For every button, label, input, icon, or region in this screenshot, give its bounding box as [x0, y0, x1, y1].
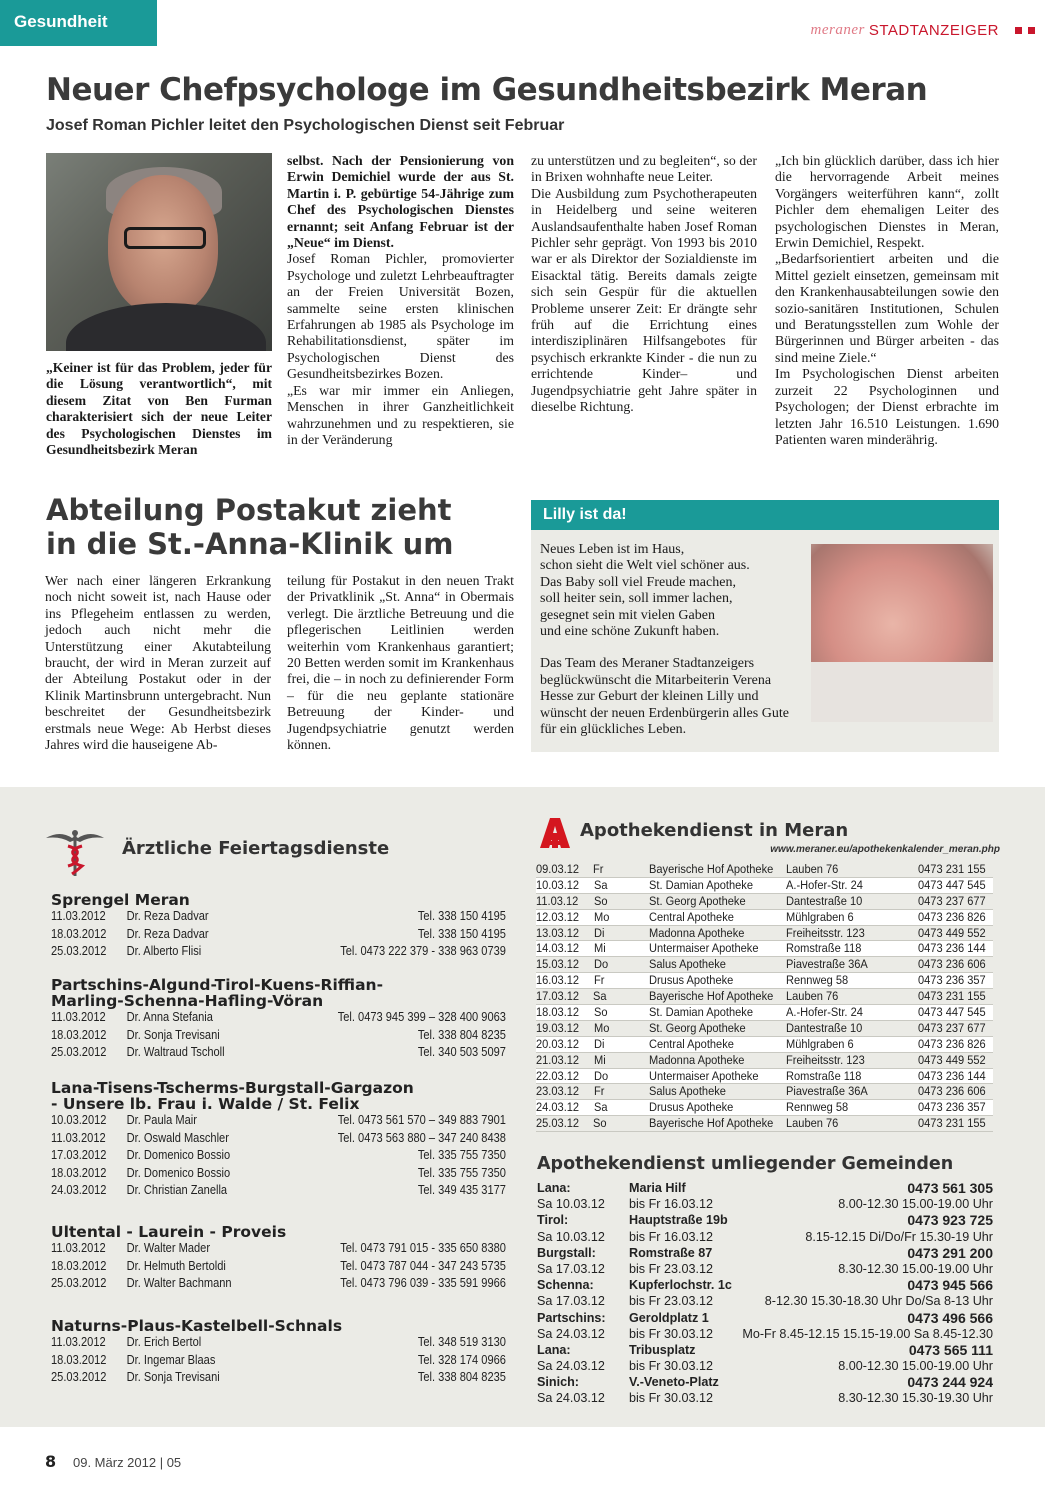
- pharmacy-address: A.-Hofer-Str. 24: [785, 877, 863, 892]
- doctor-phone: Tel. 0473 945 399 – 328 400 9063: [337, 1010, 506, 1024]
- pharmacy-weekday: Mo: [593, 909, 610, 924]
- opening-hours: Mo-Fr 8.45-12.15 15.15-19.00 Sa 8.45-12.30: [742, 1326, 993, 1341]
- pharmacy-address: Lauben 76: [785, 862, 839, 876]
- lilly-message: Das Team des Meraner Stadtanzeigers beglückwünscht die Mitarbeiterin Verena Hesse zur Geburt der kleinen Lilly und wünscht der neuen Erdenbürgerin alles Gute für ein glückliches Leben.: [540, 656, 789, 738]
- apotheken-row: [536, 941, 993, 957]
- apotheken-row: [536, 910, 993, 926]
- umliegende-row: [537, 1245, 993, 1261]
- pharmacy-address: Rennweg 58: [785, 1100, 848, 1115]
- pharmacy-phone: 0473 231 155: [917, 1116, 986, 1131]
- doctor-name: Dr. Ingemar Blaas: [126, 1352, 216, 1367]
- pharmacy-phone: 0473 945 566: [907, 1277, 993, 1294]
- apotheken-row: [536, 1005, 993, 1021]
- pharmacy-address: Mühlgraben 6: [785, 909, 854, 924]
- aerzte-row: [51, 1112, 506, 1130]
- duty-date: 25.03.2012: [51, 1045, 107, 1059]
- municipality: Lana:: [537, 1342, 571, 1357]
- apotheken-row: [536, 878, 993, 894]
- pharmacy-phone: 0473 923 725: [907, 1212, 993, 1229]
- caduceus-icon: [44, 828, 106, 878]
- poem-line: schon sieht die Welt viel schöner aus.: [540, 558, 750, 574]
- doctor-phone: Tel. 328 174 0966: [417, 1352, 506, 1367]
- pharmacy-name: St. Georg Apotheke: [649, 893, 746, 908]
- article1-paragraph: „Ich bin glücklich darüber, dass ich hier die hervorragende Arbeit meines Vorgängers weiterführen kann“, zollt Pichler dem ehemaligen Leiter des psychologischen Dienstes in Meran, Erwin Demichiel, Respekt.: [775, 153, 999, 251]
- pharmacy-date: 24.03.12: [536, 1100, 580, 1115]
- pharmacy-phone: 0473 237 677: [917, 893, 986, 908]
- duty-date: 11.03.2012: [51, 1130, 106, 1145]
- doctor-name: Dr. Domenico Bossio: [126, 1165, 231, 1180]
- aerzte-row: [51, 1334, 506, 1352]
- umliegende-row: [537, 1277, 993, 1293]
- masthead-logo: [811, 22, 1035, 39]
- pharmacy-phone: 0473 237 677: [917, 1020, 986, 1035]
- pharmacy-name: Untermaiser Apotheke: [649, 1068, 759, 1083]
- duty-date: 11.03.2012: [51, 1010, 106, 1024]
- article1-paragraph: zu unterstützen und zu begleiten“, so der in Brixen wohnhafte neue Leiter.: [531, 153, 757, 185]
- pharmacy-location: V.-Veneto-Platz: [629, 1375, 719, 1390]
- doctor-phone: Tel. 0473 787 044 - 347 243 5735: [340, 1258, 506, 1273]
- article1-column-4: [775, 153, 999, 448]
- pharmacy-weekday: Sa: [593, 877, 608, 892]
- doctor-name: Dr. Erich Bertol: [126, 1335, 202, 1349]
- pharmacy-name: Bayerische Hof Apotheke: [648, 1116, 774, 1131]
- pharmacy-phone: 0473 236 144: [917, 1068, 986, 1083]
- pharmacy-weekday: Mi: [593, 941, 606, 956]
- service-end: bis Fr 30.03.12: [629, 1359, 714, 1374]
- municipality: Tirol:: [537, 1213, 569, 1228]
- pharmacy-address: Romstraße 118: [785, 941, 861, 956]
- pharmacy-phone: 0473 449 552: [917, 925, 986, 940]
- section-tag: Gesundheit: [0, 0, 157, 46]
- article2-paragraph: Wer nach einer längeren Erkrankung noch nicht soweit ist, nach Hause oder ins Pflegeheim entlassen zu werden, jedoch auch nicht mehr die Unterstützung einer Akutabteilung braucht, der wird in Meran zurzeit auf der Abteilung Postakut oder in der Klinik Martinsbrunn untergebracht. Nun beschreitet der Gesundheitsbezirk erstmals neue Wege: Ab Herbst dieses Jahres wird die hauseigene Ab-: [45, 573, 271, 753]
- pharmacy-phone: 0473 565 111: [908, 1341, 993, 1358]
- pharmacy-weekday: So: [593, 893, 608, 908]
- apotheken-row: [536, 1021, 993, 1037]
- page-number: 8: [45, 1452, 57, 1471]
- pharmacy-weekday: Sa: [593, 989, 608, 1004]
- pharmacy-location: Romstraße 87: [629, 1245, 713, 1260]
- article2-headline: [46, 493, 516, 561]
- opening-hours: 8-12.30 15.30-18.30 Uhr Do/Sa 8-13 Uhr: [764, 1294, 993, 1309]
- doctor-phone: Tel. 338 804 8235: [417, 1370, 506, 1384]
- pharmacy-phone: 0473 236 144: [917, 941, 986, 956]
- opening-hours: 8.30-12.30 15.00-19.00 Uhr: [838, 1261, 993, 1276]
- duty-date: 18.03.2012: [51, 926, 107, 941]
- apotheken-url[interactable]: www.meraner.eu/apothekenkalender_meran.php: [770, 844, 1000, 855]
- service-start: Sa 24.03.12: [537, 1359, 605, 1374]
- pharmacy-weekday: Fr: [593, 862, 604, 876]
- pharmacy-date: 15.03.12: [536, 957, 580, 972]
- aerzte-row: [51, 1130, 506, 1148]
- aerzte-row: [51, 1027, 506, 1045]
- aerzte-row: [51, 1044, 506, 1062]
- lilly-box: [531, 500, 999, 752]
- aerzte-row: [51, 1369, 506, 1387]
- aerzte-row: [51, 908, 506, 926]
- pharmacy-address: Dantestraße 10: [785, 1020, 862, 1035]
- duty-date: 24.03.2012: [51, 1183, 107, 1197]
- municipality: Sinich:: [537, 1375, 579, 1390]
- service-start: Sa 24.03.12: [537, 1326, 605, 1341]
- doctor-phone: Tel. 338 150 4195: [417, 926, 506, 941]
- issue-date: 09. März 2012 | 05: [73, 1455, 182, 1470]
- pharmacy-name: Drusus Apotheke: [649, 973, 734, 988]
- doctor-phone: Tel. 338 150 4195: [417, 909, 506, 923]
- service-end: bis Fr 23.03.12: [629, 1261, 714, 1276]
- doctor-name: Dr. Christian Zanella: [126, 1183, 228, 1197]
- duty-date: 18.03.2012: [51, 1165, 107, 1180]
- doctor-phone: Tel. 0473 561 570 – 349 883 7901: [337, 1113, 506, 1127]
- umliegende-table: [537, 1180, 993, 1407]
- pharmacy-date: 13.03.12: [536, 925, 580, 940]
- masthead-squares-icon: [1015, 27, 1035, 34]
- doctor-phone: Tel. 0473 796 039 - 335 591 9966: [340, 1276, 506, 1290]
- pharmacy-phone: 0473 236 357: [917, 973, 986, 988]
- service-end: bis Fr 23.03.12: [629, 1294, 714, 1309]
- duty-date: 25.03.2012: [51, 1370, 107, 1384]
- article1-lead: selbst. Nach der Pensionierung von Erwin Demichiel wurde der aus St. Martin i. P. gebürtige 54-Jährige zum Chef des Psychologischen Dienstes ernannt; seit Anfang Februar ist der „Neue“ im Dienst.: [287, 153, 514, 251]
- apotheken-title: Apothekendienst in Meran: [580, 820, 849, 841]
- pharmacy-phone: 0473 236 826: [917, 909, 986, 924]
- service-start: Sa 10.03.12: [537, 1229, 605, 1244]
- municipality: Schenna:: [537, 1278, 594, 1293]
- doctor-name: Dr. Anna Stefania: [126, 1010, 213, 1024]
- article1-paragraph: Im Psychologischen Dienst arbeiten zurzeit 22 Psychologinnen und Psychologen; der Dienst erbrachte im letzten Jahr 16.510 Leistungen. 1.690 Patienten waren minderährig.: [775, 366, 999, 447]
- doctor-name: Dr. Reza Dadvar: [126, 909, 209, 923]
- masthead-part-b: STADTANZEIGER: [868, 22, 999, 39]
- umliegende-row: [537, 1212, 993, 1228]
- umliegende-row: [537, 1326, 993, 1342]
- duty-date: 10.03.2012: [51, 1113, 107, 1127]
- pharmacy-name: Drusus Apotheke: [649, 1100, 734, 1115]
- pharmacy-date: 22.03.12: [536, 1068, 580, 1083]
- service-start: Sa 24.03.12: [537, 1391, 605, 1406]
- pharmacy-weekday: Fr: [593, 1084, 605, 1099]
- pharmacy-location: Hauptstraße 19b: [629, 1213, 728, 1228]
- poem-line: und eine schöne Zukunft haben.: [540, 624, 720, 640]
- aerzte-row: [51, 1240, 506, 1258]
- apotheken-row: [536, 1100, 993, 1116]
- doctor-name: Dr. Oswald Maschler: [126, 1130, 229, 1145]
- duty-date: 11.03.2012: [51, 1241, 106, 1255]
- duty-date: 18.03.2012: [51, 1027, 107, 1042]
- umliegende-row: [537, 1342, 993, 1358]
- pharmacy-phone: 0473 291 200: [907, 1244, 993, 1261]
- pharmacy-date: 10.03.12: [536, 877, 580, 892]
- service-start: Sa 17.03.12: [537, 1261, 605, 1276]
- pharmacy-address: Piavestraße 36A: [785, 957, 868, 972]
- doctor-name: Dr. Paula Mair: [126, 1113, 197, 1127]
- doctor-name: Dr. Alberto Flisi: [126, 944, 202, 958]
- baby-photo: [811, 544, 993, 722]
- duty-date: 18.03.2012: [51, 1352, 107, 1367]
- pharmacy-address: Freiheitsstr. 123: [785, 925, 865, 940]
- doctor-name: Dr. Domenico Bossio: [126, 1148, 231, 1162]
- pharmacy-weekday: Di: [593, 1036, 605, 1051]
- pharmacy-name: Bayerische Hof Apotheke: [648, 862, 774, 876]
- aerzte-row: [51, 1165, 506, 1183]
- pharmacy-date: 19.03.12: [536, 1020, 580, 1035]
- aerzte-group: [51, 1080, 506, 1200]
- pharmacy-name: St. Damian Apotheke: [649, 877, 754, 892]
- pharmacy-location: Geroldplatz 1: [629, 1310, 709, 1325]
- duty-date: 17.03.2012: [51, 1148, 107, 1162]
- article1-column-3: [531, 153, 757, 416]
- duty-date: 18.03.2012: [51, 1258, 107, 1273]
- umliegende-row: [537, 1310, 993, 1326]
- pharmacy-phone: 0473 231 155: [917, 862, 986, 876]
- pharmacy-name: Salus Apotheke: [649, 957, 727, 972]
- poem-line: soll heiter sein, soll immer lachen,: [540, 591, 733, 607]
- article2-headline-line: in die St.-Anna-Klinik um: [46, 527, 454, 561]
- umliegende-row: [537, 1293, 993, 1309]
- pharmacy-address: A.-Hofer-Str. 24: [785, 1005, 863, 1020]
- duty-date: 25.03.2012: [51, 1276, 107, 1290]
- apotheken-row: [536, 1116, 993, 1132]
- pharmacy-date: 20.03.12: [536, 1036, 580, 1051]
- doctor-name: Dr. Reza Dadvar: [126, 926, 209, 941]
- pharmacy-weekday: Do: [593, 1068, 608, 1083]
- aerzte-title: Ärztliche Feiertagsdienste: [122, 838, 390, 859]
- pharmacy-phone: 0473 447 545: [917, 1005, 986, 1020]
- service-end: bis Fr 16.03.12: [629, 1197, 714, 1212]
- doctor-name: Dr. Sonja Trevisani: [126, 1027, 220, 1042]
- apotheken-row: [536, 957, 993, 973]
- aerzte-row: [51, 1258, 506, 1276]
- pharmacy-location: Tribusplatz: [629, 1342, 696, 1357]
- pharmacy-date: 12.03.12: [536, 909, 580, 924]
- doctor-phone: Tel. 0473 791 015 - 335 650 8380: [340, 1241, 506, 1255]
- lilly-poem: [540, 542, 805, 640]
- doctor-phone: Tel. 340 503 5097: [417, 1045, 506, 1059]
- pharmacy-name: Salus Apotheke: [649, 1084, 727, 1099]
- pharmacy-a-icon: [539, 816, 571, 850]
- municipality: Burgstall:: [537, 1245, 596, 1260]
- apotheken-row: [536, 1069, 993, 1085]
- doctor-name: Dr. Sonja Trevisani: [126, 1370, 220, 1384]
- article1-column-2: [287, 153, 514, 448]
- apotheken-row: [536, 1053, 993, 1069]
- duty-date: 25.03.2012: [51, 944, 107, 958]
- portrait-photo: [46, 153, 272, 351]
- pharmacy-phone: 0473 236 826: [917, 1036, 986, 1051]
- pharmacy-name: St. Georg Apotheke: [649, 1020, 746, 1035]
- apotheken-table: [536, 862, 993, 1132]
- umliegende-row: [537, 1229, 993, 1245]
- pharmacy-phone: 0473 561 305: [907, 1180, 993, 1196]
- pharmacy-date: 11.03.12: [536, 893, 579, 908]
- aerzte-group-title: Sprengel Meran: [51, 891, 190, 909]
- article1-paragraph: „Bedarfsorientiert arbeiten und die Mittel gezielt einsetzen, gemeinsam mit den Krankenhausabteilungen sowie den sozio-sanitären Institutionen, Schulen und Beratungsstellen zum Wohle der Bürgerinnen und Bürger arbeiten - das sind meine Ziele.“: [775, 251, 999, 365]
- apotheken-row: [536, 1084, 993, 1100]
- opening-hours: 8.15-12.15 Di/Do/Fr 15.30-19 Uhr: [805, 1229, 993, 1244]
- pharmacy-address: Lauben 76: [785, 1116, 839, 1131]
- article1-paragraph: Die Ausbildung zum Psychotherapeuten in Heidelberg und seine weiteren Auslandsaufenthalte haben Josef Roman Pichler sehr geprägt. Von 1993 bis 2010 war er als Direktor der Sozialdienste im Eisacktal tätig. Bereits damals zeigte sich sein Gespür für die aktuellen Probleme unserer Zeit: Er drängte sehr früh auf die Errichtung eines interdisziplinären Hilfsangebotes für psychisch erkrankte Kinder - die nun zu errichtende Kinder– und Jugendpsychiatrie geht Jahre später in dieselbe Richtung.: [531, 185, 757, 415]
- aerzte-row: [51, 1147, 506, 1165]
- pharmacy-address: Romstraße 118: [785, 1068, 861, 1083]
- aerzte-group: [51, 1318, 506, 1387]
- apotheken-row: [536, 926, 993, 942]
- article1-paragraph: „Es war mir immer ein Anliegen, Menschen in ihrer Ganzheitlichkeit wahrzunehmen und zu respektieren, sie in der Veränderung: [287, 382, 514, 447]
- pharmacy-phone: 0473 449 552: [917, 1052, 986, 1067]
- aerzte-group: [51, 892, 506, 961]
- doctor-phone: Tel. 0473 563 880 – 347 240 8438: [337, 1130, 506, 1145]
- lilly-text: [540, 542, 805, 754]
- apotheken-row: [536, 862, 993, 878]
- aerzte-group-title: Naturns-Plaus-Kastelbell-Schnals: [51, 1317, 343, 1335]
- pharmacy-date: 14.03.12: [536, 941, 580, 956]
- pharmacy-weekday: Sa: [593, 1100, 608, 1115]
- umliegende-row: [537, 1261, 993, 1277]
- pharmacy-name: Central Apotheke: [649, 1036, 735, 1051]
- article2-column-2: [287, 573, 514, 753]
- doctor-phone: Tel. 335 755 7350: [417, 1165, 506, 1180]
- doctor-name: Dr. Walter Mader: [126, 1241, 211, 1255]
- pharmacy-weekday: Di: [593, 925, 605, 940]
- umliegende-row: [537, 1390, 993, 1406]
- pharmacy-phone: 0473 447 545: [917, 877, 986, 892]
- pharmacy-phone: 0473 244 924: [907, 1374, 993, 1391]
- doctor-phone: Tel. 0473 222 379 - 338 963 0739: [340, 944, 506, 958]
- aerzte-row: [51, 1352, 506, 1370]
- pharmacy-weekday: Mi: [593, 1052, 606, 1067]
- opening-hours: 8.00-12.30 15.00-19.00 Uhr: [838, 1197, 993, 1212]
- apotheken-row: [536, 894, 993, 910]
- apotheken-row: [536, 973, 993, 989]
- umliegende-row: [537, 1196, 993, 1212]
- pharmacy-phone: 0473 496 566: [907, 1309, 993, 1326]
- service-start: Sa 17.03.12: [537, 1294, 605, 1309]
- pharmacy-weekday: Do: [593, 957, 608, 972]
- municipality: Partschins:: [537, 1310, 606, 1325]
- poem-line: gesegnet sein mit vielen Gaben: [540, 607, 715, 623]
- pharmacy-name: Madonna Apotheke: [649, 1052, 745, 1067]
- pharmacy-weekday: So: [593, 1116, 608, 1131]
- aerzte-row: [51, 1009, 506, 1027]
- aerzte-row: [51, 1275, 506, 1293]
- aerzte-row: [51, 1182, 506, 1200]
- lilly-title: Lilly ist da!: [531, 500, 999, 530]
- pharmacy-address: Dantestraße 10: [785, 893, 862, 908]
- apotheken-row: [536, 1037, 993, 1053]
- doctor-phone: Tel. 335 755 7350: [417, 1148, 506, 1162]
- article2-paragraph: teilung für Postakut in den neuen Trakt der Privatklinik „St. Anna“ in Obermais verlegt. Die ärztliche Betreuung und die pflegerischen Leitlinien werden weiterhin vom Krankenhaus garantiert; 20 Betten werden somit im Krankenhaus frei, die – in noch zu definierender Form – für die neu geplante stationäre Betreuung der Kinder- und Jugendpsychiatrie genutzt werden können.: [287, 573, 514, 753]
- service-end: bis Fr 30.03.12: [629, 1391, 714, 1406]
- pharmacy-date: 17.03.12: [536, 989, 580, 1004]
- duty-date: 11.03.2012: [51, 1335, 106, 1349]
- pharmacy-date: 16.03.12: [536, 973, 580, 988]
- pharmacy-phone: 0473 231 155: [917, 989, 986, 1004]
- article1-subhead: Josef Roman Pichler leitet den Psychologischen Dienst seit Februar: [46, 117, 565, 134]
- pharmacy-address: Lauben 76: [785, 989, 839, 1004]
- duty-date: 11.03.2012: [51, 909, 106, 923]
- aerzte-group: [51, 977, 506, 1062]
- municipality: Lana:: [537, 1181, 571, 1195]
- service-start: Sa 10.03.12: [537, 1197, 605, 1212]
- pharmacy-weekday: Mo: [593, 1020, 610, 1035]
- doctor-name: Dr. Waltraud Tscholl: [126, 1045, 225, 1059]
- pharmacy-address: Freiheitsstr. 123: [785, 1052, 865, 1067]
- aerzte-group: [51, 1224, 506, 1293]
- aerzte-row: [51, 926, 506, 944]
- pharmacy-date: 25.03.12: [536, 1116, 580, 1131]
- doctor-phone: Tel. 338 804 8235: [417, 1027, 506, 1042]
- apotheken-row: [536, 989, 993, 1005]
- pharmacy-name: Madonna Apotheke: [649, 925, 745, 940]
- aerzte-group-title: Partschins-Algund-Tirol-Kuens-Riffian-Marling-Schenna-Hafling-Vöran: [51, 976, 384, 1010]
- article2-headline-line: Abteilung Postakut zieht: [46, 493, 452, 527]
- pharmacy-phone: 0473 236 606: [917, 957, 986, 972]
- pharmacy-weekday: So: [593, 1005, 608, 1020]
- article1-headline: Neuer Chefpsychologe im Gesundheitsbezirk Meran: [46, 72, 928, 108]
- doctor-name: Dr. Walter Bachmann: [126, 1276, 232, 1290]
- pharmacy-weekday: Fr: [593, 973, 605, 988]
- aerzte-group-title: Ultental - Laurein - Proveis: [51, 1223, 287, 1241]
- pharmacy-address: Rennweg 58: [785, 973, 848, 988]
- article2-column-1: [45, 573, 271, 753]
- pharmacy-name: Bayerische Hof Apotheke: [648, 989, 774, 1004]
- service-end: bis Fr 30.03.12: [629, 1326, 714, 1341]
- pharmacy-phone: 0473 236 357: [917, 1100, 986, 1115]
- umliegende-title: Apothekendienst umliegender Gemeinden: [537, 1154, 954, 1174]
- pharmacy-date: 23.03.12: [536, 1084, 580, 1099]
- doctor-name: Dr. Helmuth Bertoldi: [126, 1258, 226, 1273]
- pharmacy-date: 21.03.12: [536, 1052, 580, 1067]
- poem-line: Das Baby soll viel Freude machen,: [540, 574, 736, 590]
- pharmacy-date: 09.03.12: [536, 862, 580, 876]
- pharmacy-name: Untermaiser Apotheke: [649, 941, 759, 956]
- aerzte-group-title: Lana-Tisens-Tscherms-Burgstall-Gargazon - Unsere lb. Frau i. Walde / St. Felix: [51, 1079, 414, 1113]
- pharmacy-address: Mühlgraben 6: [785, 1036, 854, 1051]
- doctor-phone: Tel. 348 519 3130: [417, 1335, 506, 1349]
- service-end: bis Fr 16.03.12: [629, 1229, 714, 1244]
- pharmacy-location: Maria Hilf: [629, 1181, 686, 1195]
- umliegende-row: [537, 1358, 993, 1374]
- opening-hours: 8.30-12.30 15.30-19.30 Uhr: [838, 1391, 993, 1406]
- umliegende-row: [537, 1374, 993, 1390]
- doctor-phone: Tel. 349 435 3177: [417, 1183, 506, 1197]
- pharmacy-address: Piavestraße 36A: [785, 1084, 868, 1099]
- poem-line: Neues Leben ist im Haus,: [540, 542, 685, 557]
- article1-paragraph: Josef Roman Pichler, promovierter Psychologe und zuletzt Lehrbeauftragter an der Freien Universität Bozen, sammelte seine ersten klinischen Erfahrungen ab 1985 als Psychologe im Rehabilitationsdienst, später im Psychologischen Dienst des Gesundheitsbezirkes Bozen.: [287, 251, 514, 382]
- pharmacy-name: Central Apotheke: [649, 909, 735, 924]
- pharmacy-date: 18.03.12: [536, 1005, 580, 1020]
- opening-hours: 8.00-12.30 15.00-19.00 Uhr: [838, 1359, 993, 1374]
- aerzte-row: [51, 943, 506, 961]
- portrait-caption: „Keiner ist für das Problem, jeder für die Lösung verantwortlich“, mit diesem Zitat von Ben Furman charakterisiert sich der neue Leiter des Psychologischen Dienstes im Gesundheitsbezirk Meran: [46, 360, 272, 458]
- pharmacy-phone: 0473 236 606: [917, 1084, 986, 1099]
- masthead-part-a: meraner: [810, 22, 865, 38]
- umliegende-row: [537, 1180, 993, 1196]
- pharmacy-location: Kupferlochstr. 1c: [629, 1278, 732, 1293]
- pharmacy-name: St. Damian Apotheke: [649, 1005, 754, 1020]
